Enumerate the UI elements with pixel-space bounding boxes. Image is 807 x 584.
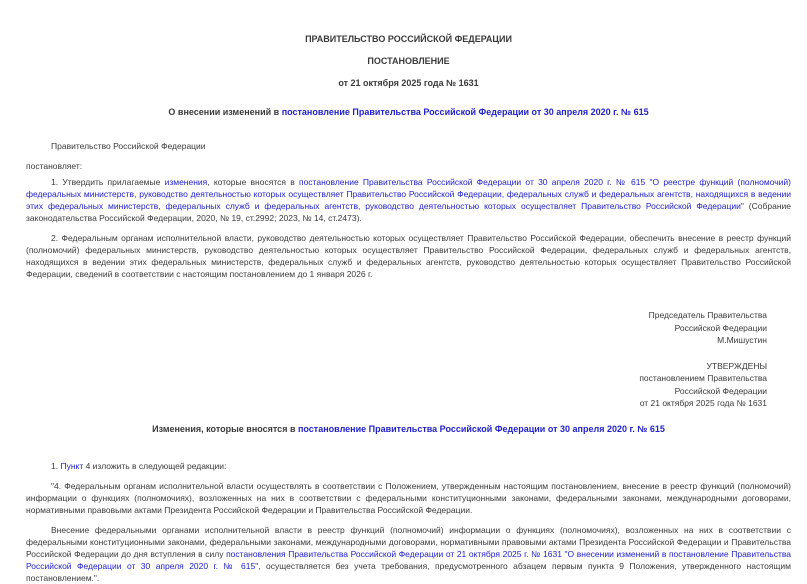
changes-heading <box>26 423 791 435</box>
paragraph-1-text-1: 1. Утвердить прилагаемые <box>51 177 165 187</box>
link-decree-615-title[interactable]: постановление Правительства Российской Федерации от 30 апреля 2020 г. № 615 <box>281 107 649 117</box>
link-decree-615-full[interactable]: постановление Правительства Российской Федерации от 30 апреля 2020 г. № 615 "О реестре функций (полномочий) федеральных министерств, руководство деятельностью которых осуществляет Правительство Российской Федерации, федеральных служб и федеральных агентств, находящихся в ведении этих федеральных министерств, федеральных служб и федеральных агентств, руководство деятельностью которых осуществляет Правительство Российской Федерации" <box>26 177 791 211</box>
preamble-government: Правительство Российской Федерации <box>51 141 206 151</box>
approval-block <box>26 360 767 410</box>
preamble-resolves: постановляет: <box>26 161 83 171</box>
link-changes[interactable]: изменения <box>164 177 208 187</box>
paragraph-2: 2. Федеральным органам исполнительной власти, руководство деятельностью которых осуществляет Правительство Российской Федерации, обеспечить внесение в реестр функций (полномочий) федеральных министерств, руководство деятельностью которых осуществляет Правительство Российской Федерации, федеральных служб и федеральных агентств, находящихся в ведении этих федеральных министерств, федеральных служб и федеральных агентств, руководство деятельностью которых осуществляет Правительство Российской Федерации, сведений в соответствии с настоящим постановлением до 1 января 2026 г. <box>26 233 791 279</box>
changes-item-1-text: 4 изложить в следующей редакции: <box>83 460 227 471</box>
link-decree-615-heading[interactable]: постановление Правительства Российской Федерации от 30 апреля 2020 г. № 615 <box>297 423 665 434</box>
document-title-prefix: О внесении изменений в <box>168 107 282 117</box>
header-doc-type: ПОСТАНОВЛЕНИЕ <box>367 56 450 66</box>
paragraph-transition <box>26 524 791 584</box>
signature-block <box>26 309 767 347</box>
link-decree-1631[interactable]: постановления Правительства Российской Федерации от 21 октября 2025 г. № 1631 "О внесении изменений в постановление Правительства Российской Федерации от 30 апреля 2020 г. № 615" <box>26 548 791 571</box>
document-title <box>26 106 791 118</box>
approval-line: Российской Федерации <box>674 385 767 396</box>
header-date-number: от 21 октября 2025 года № 1631 <box>338 78 479 88</box>
paragraph-1 <box>26 176 791 224</box>
paragraph-transition-text-2: , осуществляется без учета требования, предусмотренного абзацем первым пункта 9 Положения, утвержденного настоящим постановлением.". <box>26 560 791 583</box>
link-clause-4[interactable]: Пункт <box>60 460 84 471</box>
approval-line: УТВЕРЖДЕНЫ <box>706 360 767 371</box>
paragraph-new-clause-4: "4. Федеральным органам исполнительной власти осуществлять в соответствии с Положением, утвержденным настоящим постановлением, внесение в реестр функций (полномочий) информации о функциях (полномочиях), возложенных на них в соответствии с федеральными конституционными законами, федеральными законами, международными договорами, нормативными правовыми актами Президента Российской Федерации и Правительства Российской Федерации. <box>26 480 791 515</box>
changes-item-1-number: 1. <box>51 460 61 471</box>
paragraph-transition-text-1: Внесение федеральными органами исполнительной власти в реестр функций (полномочий) информации о функциях (полномочиях), возложенных на них в соответствии с федеральными конституционными законами, федеральными законами, международными договорами, нормативными правовыми актами Президента Российской Федерации и Правительства Российской Федерации до дня вступления в силу <box>26 524 791 559</box>
changes-item-1 <box>26 460 791 472</box>
signature-position-line: Российской Федерации <box>674 322 767 333</box>
approval-line: от 21 октября 2025 года № 1631 <box>639 398 767 408</box>
signature-name: М.Мишустин <box>717 335 767 345</box>
header-organization: ПРАВИТЕЛЬСТВО РОССИЙСКОЙ ФЕДЕРАЦИИ <box>305 34 512 44</box>
paragraph-1-text-2: , которые вносятся в <box>207 177 299 187</box>
paragraph-1-text-3: (Собрание законодательства Российской Федерации, 2020, № 19, ст.2992; 2023, № 14, ст.2473). <box>26 201 791 223</box>
changes-heading-prefix: Изменения, которые вносятся в <box>152 423 298 434</box>
signature-position-line: Председатель Правительства <box>648 310 767 320</box>
approval-line: постановлением Правительства <box>639 373 767 383</box>
